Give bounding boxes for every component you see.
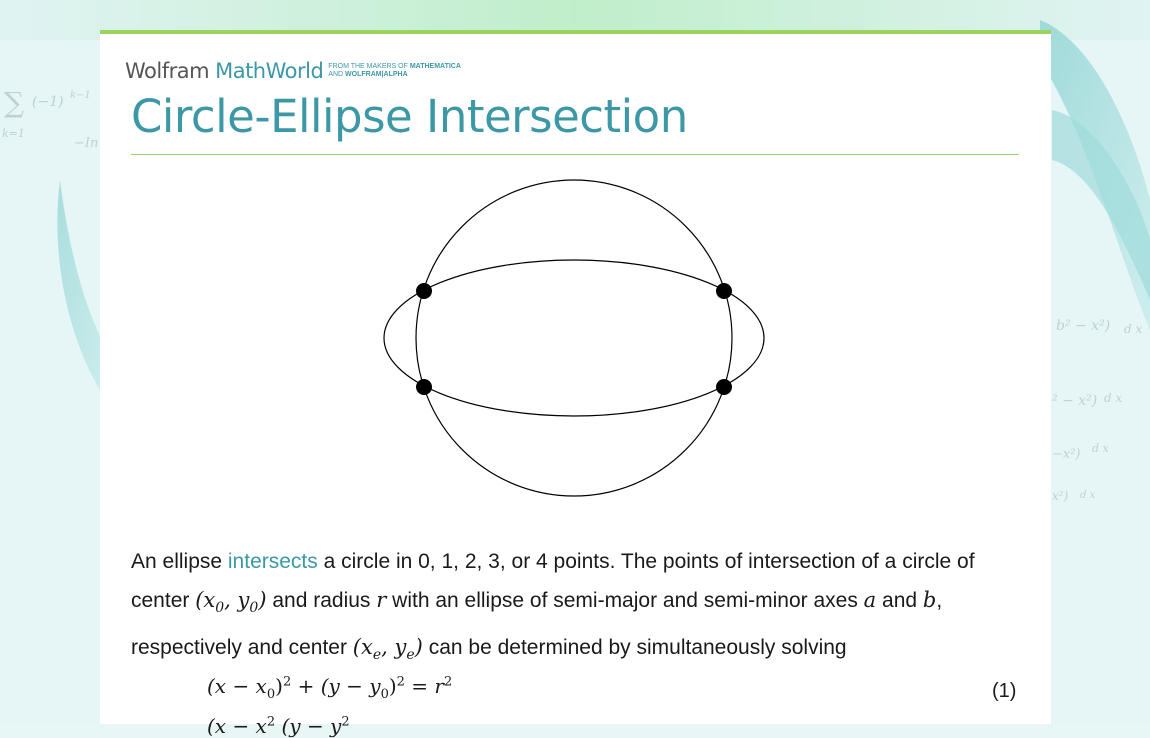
svg-text:k−1: k−1 xyxy=(70,90,91,101)
svg-text:d x: d x xyxy=(1092,442,1109,455)
para-text-2: a circle in 0, 1, 2, 3, or 4 points. The points of intersection of a circle of center xyxy=(131,550,975,612)
svg-text:−x²): −x²) xyxy=(1052,447,1081,462)
svg-text:d x: d x xyxy=(1124,322,1143,336)
intersection-point-top-right xyxy=(716,283,732,299)
logo-tagline xyxy=(328,63,461,79)
para-text-6: , respectively and center xyxy=(131,589,943,660)
figure-circle xyxy=(416,180,732,496)
logo-wolfram-text: Wolfram xyxy=(125,59,210,83)
svg-text:k=1: k=1 xyxy=(2,127,25,140)
intersection-point-bottom-left xyxy=(416,379,432,395)
tagline-line2-prefix: AND xyxy=(328,71,346,78)
page-title: Circle-Ellipse Intersection xyxy=(131,90,688,143)
intersection-point-top-left xyxy=(416,283,432,299)
title-divider xyxy=(131,154,1019,155)
circle-ellipse-figure xyxy=(380,176,770,501)
radius-math: r xyxy=(376,588,387,612)
logo-mathworld-text: MathWorld xyxy=(215,59,324,83)
mathworld-logo[interactable] xyxy=(125,56,461,86)
intersects-link[interactable]: intersects xyxy=(227,550,318,573)
ellipse-center-math: ($x_e$, $y_e$) xyxy=(352,635,423,664)
svg-text:x²): x²) xyxy=(1052,489,1069,503)
intro-paragraph xyxy=(131,542,1021,675)
para-text-3: and radius xyxy=(266,589,377,612)
tagline-line1-prefix: FROM THE MAKERS OF xyxy=(328,63,410,70)
equation-1-number: (1) xyxy=(992,680,1017,702)
svg-text:² − x²): ² − x²) xyxy=(1052,393,1098,409)
para-text-1: An ellipse xyxy=(131,550,228,573)
equation-1: $(x - x_0)^2 + (y - y_0)^2 = r^2$ xyxy=(207,674,453,702)
article-card xyxy=(100,30,1051,738)
para-text-5: and xyxy=(876,589,923,612)
svg-text:(−1): (−1) xyxy=(32,94,64,110)
semi-minor-math: b xyxy=(922,588,937,612)
para-text-4: with an ellipse of semi-major and semi-minor axes xyxy=(386,589,864,612)
semi-major-math: a xyxy=(863,588,877,612)
para-text-7: can be determined by simultaneously solving xyxy=(422,636,847,660)
svg-text:d x: d x xyxy=(1104,391,1123,405)
intersection-point-bottom-right xyxy=(716,379,732,395)
circle-center-math: ($x_0$, $y_0$) xyxy=(195,588,267,617)
tagline-mathematica: MATHEMATICA xyxy=(409,63,461,70)
equation-2-partial: ($x - x^2$ ($y - y^2$ xyxy=(207,714,350,738)
svg-text:−In: −In xyxy=(74,136,99,151)
figure-ellipse xyxy=(384,260,764,416)
tagline-wolframalpha: WOLFRAM|ALPHA xyxy=(345,71,408,78)
svg-text:d x: d x xyxy=(1080,490,1096,501)
svg-text:∑: ∑ xyxy=(4,86,24,119)
svg-text:b² − x²): b² − x²) xyxy=(1056,318,1111,334)
